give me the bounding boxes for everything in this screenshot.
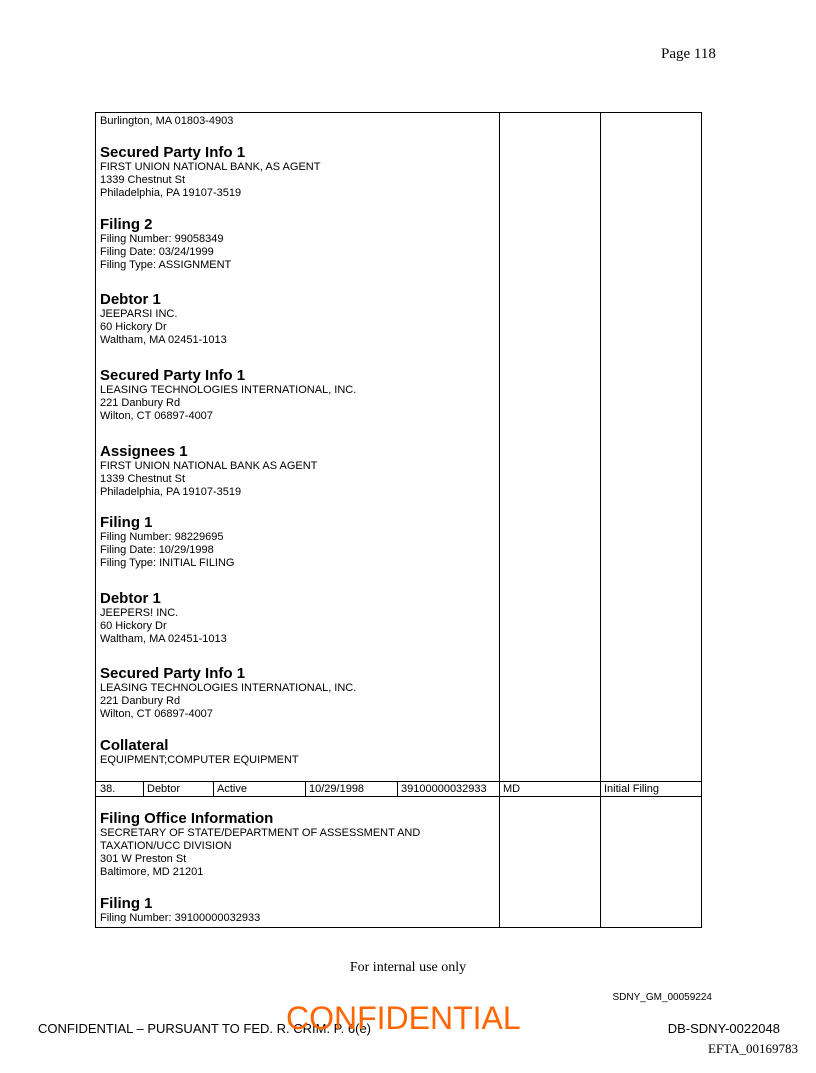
confidential-notice: CONFIDENTIAL – PURSUANT TO FED. R. CRIM. P. 6(e) (38, 1021, 372, 1036)
section-line: LEASING TECHNOLOGIES INTERNATIONAL, INC. (100, 384, 357, 396)
section-title: Filing 1 (100, 895, 153, 912)
record-section (100, 665, 356, 721)
column-divider (600, 113, 601, 927)
db-sdny-id: DB-SDNY-0022048 (667, 1021, 780, 1036)
section-title: Filing 2 (100, 216, 153, 233)
record-section (100, 216, 231, 272)
section-line: SECRETARY OF STATE/DEPARTMENT OF ASSESSMENT AND (100, 827, 421, 839)
record-number: 38. (100, 783, 116, 795)
row-divider (96, 781, 701, 782)
section-line: 301 W Preston St (100, 853, 187, 865)
section-title: Secured Party Info 1 (100, 144, 246, 161)
row-cell-divider (305, 781, 306, 796)
section-line: Wilton, CT 06897-4007 (100, 708, 213, 720)
section-line: JEEPARSI INC. (100, 308, 178, 320)
row-cell-divider (143, 781, 144, 796)
efta-id: EFTA_00169783 (708, 1041, 798, 1056)
record-section (100, 367, 356, 423)
section-title: Secured Party Info 1 (100, 665, 246, 682)
section-line: Filing Date: 10/29/1998 (100, 544, 214, 556)
row-cell-divider (213, 781, 214, 796)
row-cell-divider (397, 781, 398, 796)
section-line: 221 Danbury Rd (100, 695, 181, 707)
section-title: Debtor 1 (100, 590, 161, 607)
section-line: JEEPERS! INC. (100, 607, 179, 619)
column-divider (499, 113, 500, 927)
section-line: LEASING TECHNOLOGIES INTERNATIONAL, INC. (100, 682, 357, 694)
section-line: 1339 Chestnut St (100, 473, 186, 485)
section-line: Philadelphia, PA 19107-3519 (100, 486, 242, 498)
record-section (100, 144, 320, 200)
row-divider (96, 796, 701, 797)
section-title: Filing Office Information (100, 810, 274, 827)
record-date: 10/29/1998 (309, 783, 365, 795)
record-state: MD (503, 783, 521, 795)
record-section (100, 737, 299, 767)
record-section (100, 514, 235, 570)
record-section (100, 291, 227, 347)
section-line: TAXATION/UCC DIVISION (100, 840, 232, 852)
section-line: FIRST UNION NATIONAL BANK AS AGENT (100, 460, 318, 472)
page-number: Page 118 (661, 46, 716, 62)
confidential-stamp: CONFIDENTIAL (286, 1000, 521, 1036)
address-line: Burlington, MA 01803-4903 (100, 115, 234, 127)
section-line: Filing Type: ASSIGNMENT (100, 259, 232, 271)
record-section (100, 810, 420, 879)
section-line: Philadelphia, PA 19107-3519 (100, 187, 242, 199)
section-title: Debtor 1 (100, 291, 161, 308)
bates-number: SDNY_GM_00059224 (612, 992, 712, 1003)
section-title: Assignees 1 (100, 443, 188, 460)
record-section (100, 443, 317, 499)
section-line: Filing Number: 99058349 (100, 233, 224, 245)
section-line: FIRST UNION NATIONAL BANK, AS AGENT (100, 161, 321, 173)
section-line: EQUIPMENT;COMPUTER EQUIPMENT (100, 754, 299, 766)
section-line: 60 Hickory Dr (100, 620, 167, 632)
record-section (100, 590, 227, 646)
record-role: Debtor (147, 783, 181, 795)
internal-use-notice: For internal use only (349, 960, 467, 975)
section-title: Collateral (100, 737, 169, 754)
section-line: Filing Date: 03/24/1999 (100, 246, 214, 258)
section-line: Waltham, MA 02451-1013 (100, 633, 227, 645)
record-filing-number: 39100000032933 (401, 783, 487, 795)
section-line: 1339 Chestnut St (100, 174, 186, 186)
section-line: Filing Number: 39100000032933 (100, 912, 261, 924)
section-line: Waltham, MA 02451-1013 (100, 334, 227, 346)
record-status: Active (217, 783, 247, 795)
record-filing-type: Initial Filing (604, 783, 660, 795)
section-line: Filing Number: 98229695 (100, 531, 224, 543)
section-title: Secured Party Info 1 (100, 367, 246, 384)
section-title: Filing 1 (100, 514, 153, 531)
section-line: Wilton, CT 06897-4007 (100, 410, 213, 422)
record-section (100, 895, 260, 925)
section-line: 221 Danbury Rd (100, 397, 181, 409)
section-line: Baltimore, MD 21201 (100, 866, 204, 878)
section-line: Filing Type: INITIAL FILING (100, 557, 235, 569)
record-table (95, 112, 702, 928)
section-line: 60 Hickory Dr (100, 321, 167, 333)
